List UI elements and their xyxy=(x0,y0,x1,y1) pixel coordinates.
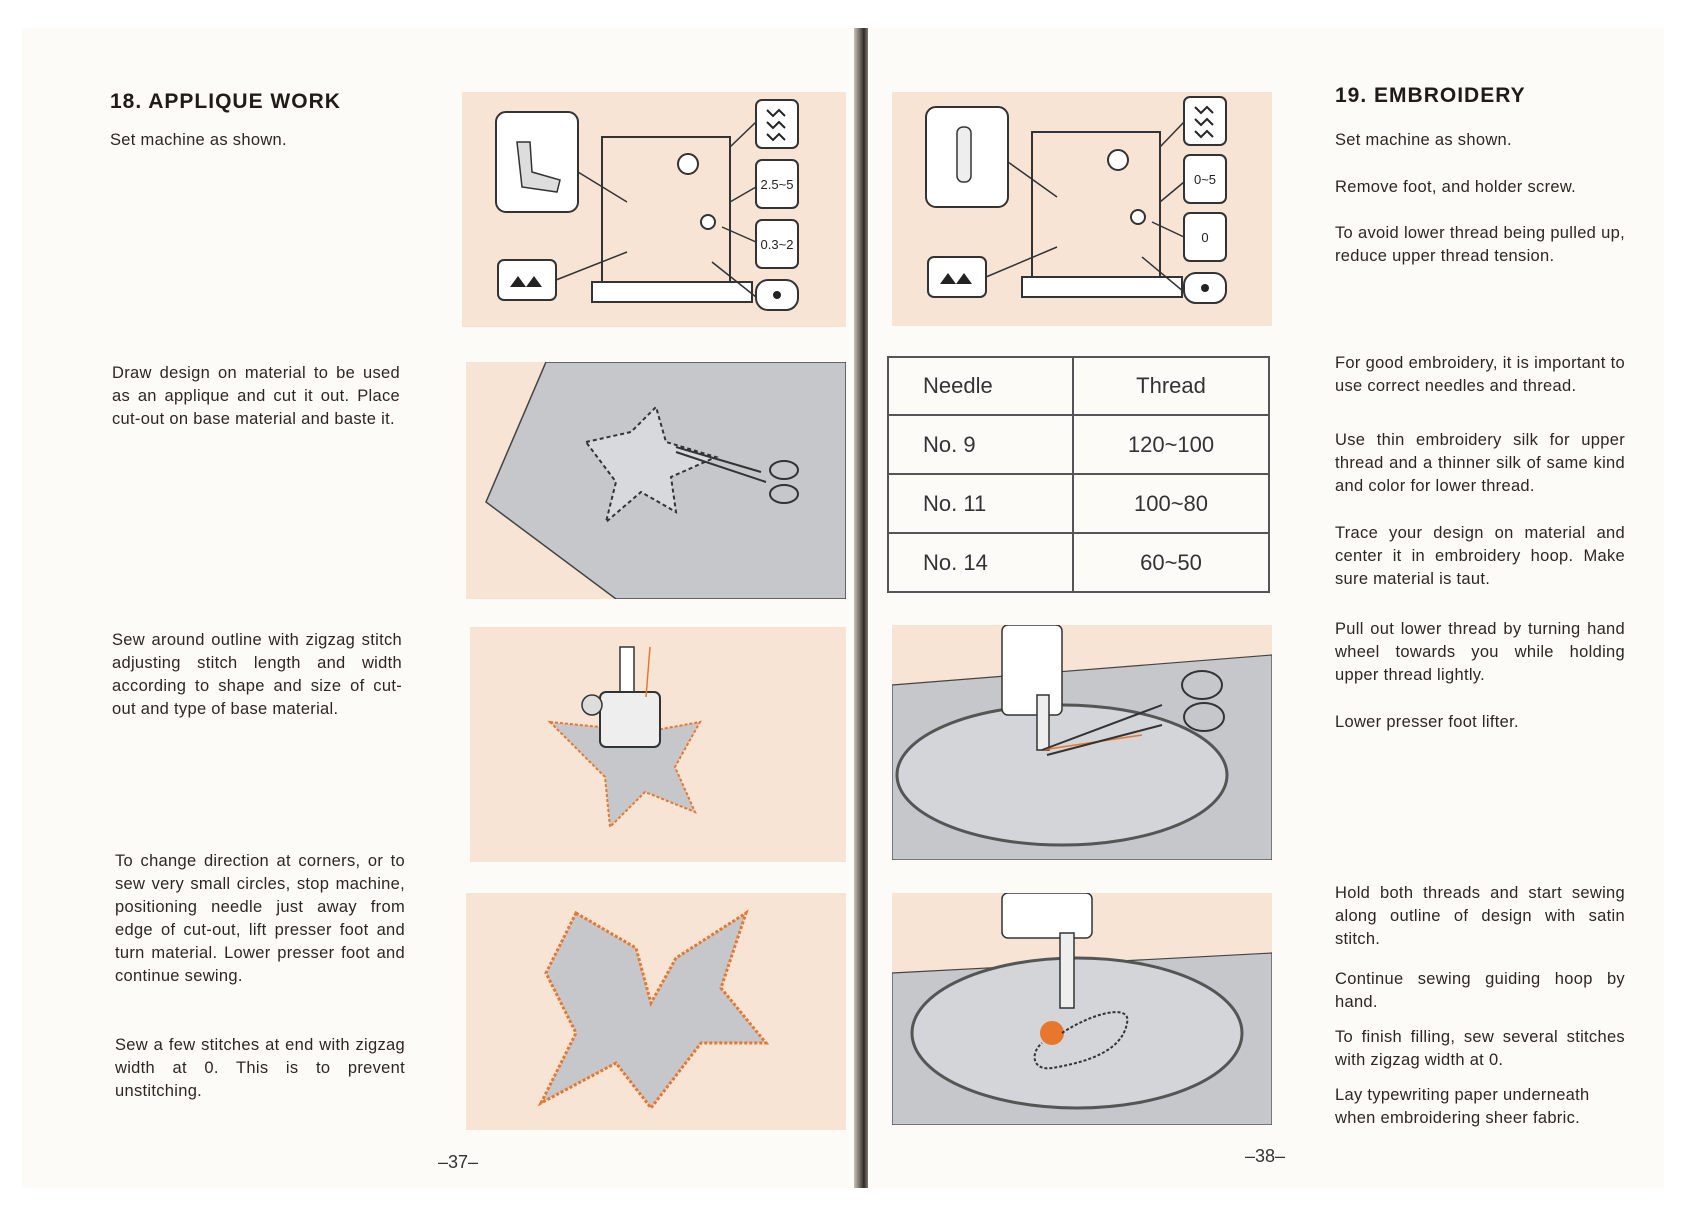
machine-settings-illustration-applique xyxy=(462,92,846,327)
table-row xyxy=(888,415,1269,474)
machine-diagram-embroidery xyxy=(892,92,1272,326)
table-header-needle: Needle xyxy=(888,357,1073,415)
sewing-applique-illustration xyxy=(470,627,846,862)
hoop-scissors-drawing xyxy=(892,625,1272,860)
embroidery-step-lower-lifter: Lower presser foot lifter. xyxy=(1335,713,1519,731)
table-row xyxy=(888,474,1269,533)
embroidery-step-tension: To avoid lower thread being pulled up, reduce upper thread tension. xyxy=(1335,224,1625,265)
table-cell-thread: 120~100 xyxy=(1073,415,1269,474)
cutting-drawing xyxy=(466,362,846,599)
page-number-left: –37– xyxy=(438,1152,479,1172)
satin-stitch-illustration xyxy=(892,893,1272,1125)
table-header-thread: Thread xyxy=(1073,357,1269,415)
presser-foot xyxy=(600,692,660,747)
stitch-width-value: 2.5~5 xyxy=(760,177,794,192)
embroidery-step-silk: Use thin embroidery silk for upper thread and a thinner silk of same kind and color for lower thread. xyxy=(1335,431,1625,495)
sewing-drawing xyxy=(470,627,846,862)
pull-thread-illustration xyxy=(892,625,1272,860)
stitch-length-value: 0.3~2 xyxy=(760,237,794,252)
feed-dog-inset xyxy=(498,260,556,300)
table-cell-needle: No. 11 xyxy=(888,474,1073,533)
section-title-applique: 18. APPLIQUE WORK xyxy=(110,90,341,113)
needle-thread-table xyxy=(887,356,1270,593)
embroidery-hoop xyxy=(912,958,1242,1108)
applique-step-set-machine: Set machine as shown. xyxy=(110,131,287,149)
embroidery-step-guide-hoop: Continue sewing guiding hoop by hand. xyxy=(1335,970,1625,1011)
table-cell-thread: 60~50 xyxy=(1073,533,1269,592)
table-cell-thread: 100~80 xyxy=(1073,474,1269,533)
embroidery-hoop xyxy=(897,705,1227,845)
embroidery-step-satin-stitch: Hold both threads and start sewing along outline of design with satin stitch. xyxy=(1335,884,1625,948)
stitch-width-value: 0~5 xyxy=(1193,172,1217,187)
machine-outline xyxy=(602,137,730,287)
finished-leaf xyxy=(541,913,766,1108)
embroidery-step-trace-design: Trace your design on material and center it in embroidery hoop. Make sure material is taut. xyxy=(1335,524,1625,588)
cutting-applique-illustration xyxy=(466,362,846,599)
needle-bar xyxy=(620,647,634,697)
stitch-length-value: 0 xyxy=(1201,230,1209,245)
applique-step-sew-outline: Sew around outline with zigzag stitch adjusting stitch length and width according to shape and size of cut-out and type of base material. xyxy=(112,631,402,718)
presser-bar-icon xyxy=(957,127,971,182)
satin-stitch-fill xyxy=(1040,1021,1064,1045)
embroidery-step-remove-foot: Remove foot, and holder screw. xyxy=(1335,178,1577,196)
table-cell-needle: No. 14 xyxy=(888,533,1073,592)
embroidery-step-finish: To finish filling, sew several stitches with zigzag width at 0. xyxy=(1335,1028,1625,1069)
machine-settings-illustration-embroidery xyxy=(892,92,1272,326)
embroidery-sewing-drawing xyxy=(892,893,1272,1125)
needle-bar xyxy=(1060,933,1074,1008)
embroidery-step-sheer-fabric: Lay typewriting paper underneath when embroidering sheer fabric. xyxy=(1335,1086,1590,1127)
finished-leaf-drawing xyxy=(466,893,846,1130)
center-needle-icon xyxy=(1201,284,1209,292)
embroidery-step-needles: For good embroidery, it is important to use correct needles and thread. xyxy=(1335,354,1625,395)
applique-step-change-direction: To change direction at corners, or to sew very small circles, stop machine, positioning needle just away from edge of cut-out, lift presser foot and turn material. Lower presser foot and continue sewing. xyxy=(115,852,405,985)
needle-bar xyxy=(1002,625,1062,715)
applique-step-draw-design: Draw design on material to be used as an applique and cut it out. Place cut-out on base material and baste it. xyxy=(112,364,400,428)
embroidery-step-pull-thread: Pull out lower thread by turning hand wheel towards you while holding upper thread lightly. xyxy=(1335,620,1625,684)
presser-foot-inset xyxy=(496,112,578,212)
page-number-right: –38– xyxy=(1245,1146,1286,1166)
applique-step-finish: Sew a few stitches at end with zigzag width at 0. This is to prevent unstitching. xyxy=(115,1036,405,1100)
machine-diagram xyxy=(462,92,846,327)
center-needle-icon xyxy=(773,291,781,299)
finished-applique-illustration xyxy=(466,893,846,1130)
table-header-row xyxy=(888,357,1269,415)
thread xyxy=(646,647,650,697)
table-cell-needle: No. 9 xyxy=(888,415,1073,474)
table-row xyxy=(888,533,1269,592)
feed-dog-inset xyxy=(928,257,986,297)
embroidery-step-set-machine: Set machine as shown. xyxy=(1335,131,1512,149)
section-title-embroidery: 19. EMBROIDERY xyxy=(1335,84,1526,107)
